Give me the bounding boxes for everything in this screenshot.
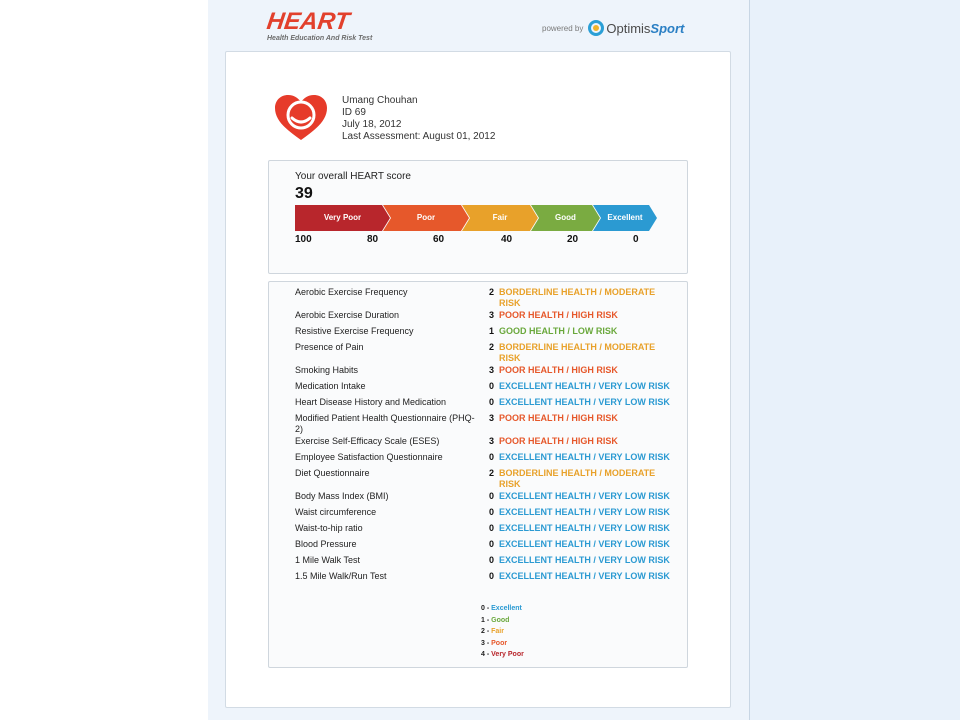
assessment-score: 0: [489, 452, 495, 462]
assessment-name: Medication Intake: [295, 381, 366, 391]
scale-tick: 60: [433, 234, 445, 245]
assessment-status: EXCELLENT HEALTH / VERY LOW RISK: [499, 381, 670, 391]
assessment-score: 0: [489, 571, 495, 581]
patient-date: July 18, 2012: [342, 119, 402, 130]
legend-label: Excellent: [491, 605, 522, 612]
legend-label: Poor: [491, 639, 508, 647]
report-page: [208, 0, 749, 720]
assessment-status: POOR HEALTH / HIGH RISK: [499, 413, 618, 423]
assessment-name: Resistive Exercise Frequency: [295, 326, 414, 336]
assessment-score: 1: [489, 326, 495, 336]
logo-text: HEART: [265, 8, 352, 35]
legend-item: [481, 649, 524, 661]
assessment-score: 0: [489, 491, 495, 501]
assessment-status: EXCELLENT HEALTH / VERY LOW RISK: [499, 452, 670, 462]
powered-by: [542, 20, 684, 36]
assessment-score: 0: [489, 397, 495, 407]
patient-id: ID 69: [342, 107, 366, 118]
legend-separator: -: [484, 605, 492, 612]
report-header: [208, 0, 749, 50]
right-margin: [749, 0, 960, 720]
assessment-name: Smoking Habits: [295, 365, 359, 375]
score-legend: [481, 603, 524, 661]
legend-item: [481, 626, 524, 638]
legend-label: Good: [491, 616, 510, 624]
assessment-name: Modified Patient Health Questionnaire (PHQ-2): [295, 413, 475, 434]
assessment-name: Heart Disease History and Medication: [295, 397, 447, 407]
optimissport-logo-icon: [588, 20, 604, 36]
optimissport-brand: [606, 21, 684, 36]
assessment-score: 3: [489, 365, 495, 375]
scale-segment-label: Good: [555, 213, 576, 222]
legend-number: 0: [481, 605, 485, 612]
assessment-status: POOR HEALTH / HIGH RISK: [499, 310, 618, 320]
logo-subtitle: Health Education And Risk Test: [267, 35, 373, 42]
scale-tick: 0: [633, 234, 639, 245]
legend-separator: -: [484, 651, 492, 658]
score-value: 39: [295, 185, 313, 202]
overall-score-panel: [268, 160, 688, 274]
scale-segment-label: Excellent: [607, 213, 643, 222]
legend-number: 2: [481, 628, 485, 635]
assessment-status: EXCELLENT HEALTH / VERY LOW RISK: [499, 523, 670, 533]
legend-number: 4: [481, 651, 485, 658]
assessment-status: GOOD HEALTH / LOW RISK: [499, 326, 618, 336]
assessment-status: POOR HEALTH / HIGH RISK: [499, 365, 618, 375]
assessment-score: 2: [489, 468, 495, 478]
assessment-name: 1 Mile Walk Test: [295, 555, 361, 565]
assessment-score: 0: [489, 523, 495, 533]
powered-by-label: powered by: [542, 23, 584, 33]
legend-separator: -: [484, 616, 492, 624]
legend-separator: -: [484, 628, 492, 635]
assessment-status: EXCELLENT HEALTH / VERY LOW RISK: [499, 539, 670, 549]
assessment-status: BORDERLINE HEALTH / MODERATE RISK: [499, 468, 656, 489]
legend-item: [481, 603, 524, 615]
legend-label: Fair: [491, 628, 504, 635]
scale-segment-label: Very Poor: [323, 213, 362, 222]
legend-number: 3: [481, 639, 485, 647]
assessment-score: 2: [489, 342, 495, 352]
legend-number: 1: [481, 616, 485, 624]
score-scale-ticks: [295, 234, 675, 246]
assessment-score: 0: [489, 555, 495, 565]
assessment-score: 3: [489, 436, 495, 446]
brand-suffix: Sport: [650, 20, 685, 36]
assessment-name: Body Mass Index (BMI): [295, 491, 389, 501]
assessment-score: 3: [489, 310, 495, 320]
scale-tick: 40: [501, 234, 513, 245]
assessment-name: Presence of Pain: [295, 342, 364, 352]
assessment-name: Exercise Self-Efficacy Scale (ESES): [295, 436, 440, 446]
scale-tick: 80: [367, 234, 379, 245]
assessment-score: 0: [489, 381, 495, 391]
assessment-name: Aerobic Exercise Duration: [295, 310, 400, 320]
assessment-status: BORDERLINE HEALTH / MODERATE RISK: [499, 287, 656, 308]
assessment-name: Blood Pressure: [295, 539, 357, 549]
assessment-name: Waist-to-hip ratio: [295, 523, 363, 533]
last-assessment: Last Assessment: August 01, 2012: [342, 131, 496, 142]
assessment-score: 3: [489, 413, 495, 423]
left-margin: [0, 0, 209, 720]
scale-segment-label: Fair: [492, 213, 508, 222]
patient-name: Umang Chouhan: [342, 95, 418, 106]
scale-segment-label: Poor: [416, 213, 436, 222]
heart-logo: [267, 10, 372, 42]
assessment-name: Aerobic Exercise Frequency: [295, 287, 408, 297]
assessment-name: Waist circumference: [295, 507, 377, 517]
assessment-score: 0: [489, 539, 495, 549]
legend-separator: -: [484, 639, 492, 647]
brand-prefix: Optimis: [606, 20, 651, 36]
scale-tick: 100: [295, 234, 312, 245]
assessment-score: 0: [489, 507, 495, 517]
scale-tick: 20: [567, 234, 579, 245]
assessment-status: EXCELLENT HEALTH / VERY LOW RISK: [499, 491, 670, 501]
assessment-status: EXCELLENT HEALTH / VERY LOW RISK: [499, 507, 670, 517]
assessment-score: 2: [489, 287, 495, 297]
assessment-name: Employee Satisfaction Questionnaire: [295, 452, 443, 462]
legend-item: [481, 615, 524, 627]
score-scale-bar: [295, 205, 657, 231]
assessment-name: Diet Questionnaire: [295, 468, 370, 478]
assessment-items-panel: [268, 281, 688, 668]
assessment-status: BORDERLINE HEALTH / MODERATE RISK: [499, 342, 656, 363]
score-label: Your overall HEART score: [295, 171, 411, 182]
legend-label: Very Poor: [491, 651, 524, 658]
patient-info: [342, 95, 495, 143]
assessment-status: EXCELLENT HEALTH / VERY LOW RISK: [499, 555, 670, 565]
assessment-name: 1.5 Mile Walk/Run Test: [295, 571, 387, 581]
assessment-status: EXCELLENT HEALTH / VERY LOW RISK: [499, 397, 670, 407]
assessment-status: POOR HEALTH / HIGH RISK: [499, 436, 618, 446]
heart-avatar-icon: [273, 94, 329, 142]
report-card: [225, 51, 731, 708]
legend-item: [481, 638, 524, 650]
assessment-status: EXCELLENT HEALTH / VERY LOW RISK: [499, 571, 670, 581]
